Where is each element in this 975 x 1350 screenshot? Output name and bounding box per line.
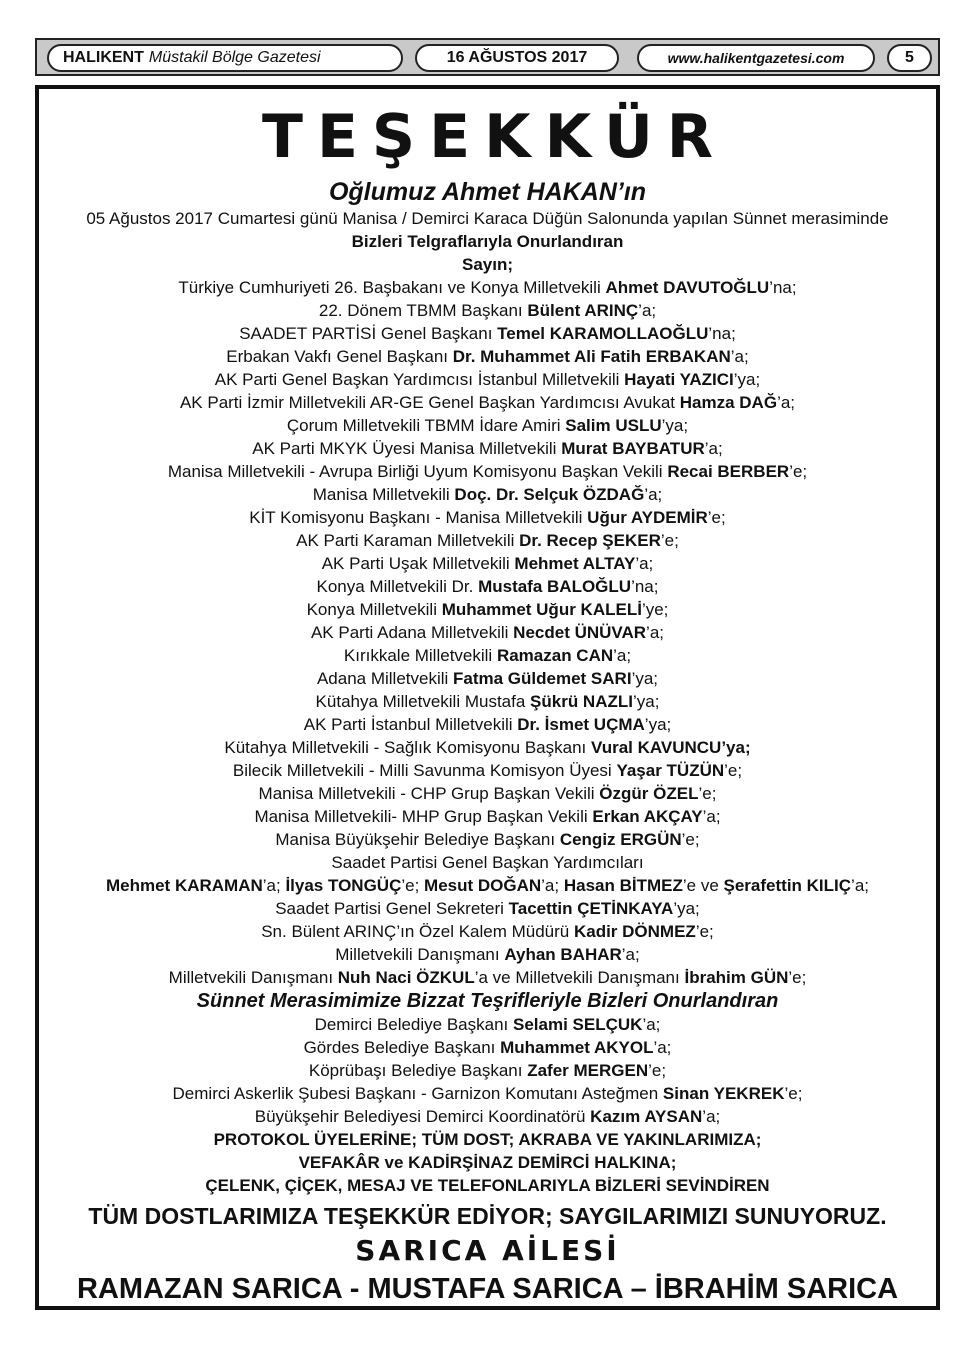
line-text: Bilecik Milletvekili - Milli Savunma Komisyon Üyesi — [232, 761, 617, 780]
line-text: ’a; — [646, 623, 665, 642]
telegram-sender-line — [39, 506, 936, 529]
line-text: Saadet Partisi Genel Başkan Yardımcıları — [331, 853, 644, 872]
line-text: AK Parti Karaman Milletvekili — [296, 531, 520, 550]
line-text: Kırıkkale Milletvekili — [343, 646, 497, 665]
line-text: Milletvekili Danışmanı — [335, 945, 505, 964]
line-text: Manisa Milletvekili — [312, 485, 455, 504]
telegram-sender-line — [39, 460, 936, 483]
telegram-sender-line — [39, 414, 936, 437]
telegram-sender-line — [39, 828, 936, 851]
line-text: ’e; — [784, 1084, 803, 1103]
line-text: ’e; — [695, 922, 714, 941]
intro-line: Sayın; — [461, 255, 514, 274]
line-text: ’a; — [730, 347, 749, 366]
line-text: ’na; — [708, 324, 736, 343]
page-number: 5 — [887, 44, 932, 72]
telegram-sender-line — [39, 736, 936, 759]
line-text: ’a; — [653, 1038, 672, 1057]
person-name: Fatma Güldemet SARI — [453, 669, 632, 688]
line-text: ’a; — [851, 876, 870, 895]
line-text: Manisa Milletvekili - CHP Grup Başkan Vekili — [258, 784, 600, 803]
person-name: Ramazan CAN — [496, 646, 614, 665]
line-text: ’ya; — [631, 669, 659, 688]
telegram-sender-line — [39, 368, 936, 391]
person-name: Muhammet AKYOL — [500, 1038, 654, 1057]
line-text: ’a; — [541, 876, 564, 895]
person-name: Vural KAVUNCU’ya; — [590, 738, 751, 757]
telegram-sender-line — [39, 943, 936, 966]
line-text: Çorum Milletvekili TBMM İdare Amiri — [286, 416, 566, 435]
line-text: SAADET PARTİSİ Genel Başkanı — [239, 324, 498, 343]
telegram-sender-line — [39, 552, 936, 575]
person-name: Şükrü NAZLI — [530, 692, 633, 711]
line-text: ’e; — [401, 876, 425, 895]
family-name: SARICA AİLESİ — [355, 1234, 620, 1267]
line-text: ’e; — [788, 968, 807, 987]
person-name: Dr. Recep ŞEKER — [519, 531, 661, 550]
line-text: ’e; — [660, 531, 679, 550]
attendee-line — [39, 1105, 936, 1128]
telegram-sender-line — [39, 391, 936, 414]
newspaper-header — [35, 38, 940, 76]
person-name: Özgür ÖZEL — [599, 784, 699, 803]
telegram-sender-line — [39, 759, 936, 782]
line-text: ’a; — [635, 554, 654, 573]
line-text: ’ya; — [661, 416, 689, 435]
telegram-sender-line — [39, 805, 936, 828]
person-name: Hamza DAĞ — [679, 393, 778, 412]
telegram-sender-line — [39, 782, 936, 805]
person-name: Kazım AYSAN — [590, 1107, 703, 1126]
line-text: ’e; — [789, 462, 808, 481]
line-text: ’ya; — [733, 370, 761, 389]
person-name: Recai BERBER — [667, 462, 790, 481]
attendee-line — [39, 1082, 936, 1105]
telegram-sender-line — [39, 690, 936, 713]
attendees-list — [39, 1013, 936, 1128]
telegram-sender-line — [39, 874, 936, 897]
newspaper-name-pill — [47, 44, 403, 72]
line-text: Adana Milletvekili — [316, 669, 454, 688]
line-text: Sn. Bülent ARINÇ’ın Özel Kalem Müdürü — [261, 922, 574, 941]
line-text: ’e; — [698, 784, 717, 803]
signatories: RAMAZAN SARICA - MUSTAFA SARICA – İBRAHİM SARICA — [76, 1273, 899, 1305]
line-text: Konya Milletvekili Dr. — [316, 577, 479, 596]
line-text: AK Parti Genel Başkan Yardımcısı İstanbul Milletvekili — [214, 370, 625, 389]
line-text: KİT Komisyonu Başkanı - Manisa Milletvekili — [249, 508, 588, 527]
line-text: Kütahya Milletvekili Mustafa — [315, 692, 531, 711]
intro-block — [39, 207, 936, 276]
intro-line: 05 Ağustos 2017 Cumartesi günü Manisa / Demirci Karaca Düğün Salonunda yapılan Sünnet merasiminde — [86, 209, 889, 228]
person-name: Sinan YEKREK — [662, 1084, 785, 1103]
line-text: ’ya; — [632, 692, 660, 711]
person-name: Muhammet Uğur KALELİ — [441, 600, 642, 619]
person-name: Hayati YAZICI — [624, 370, 734, 389]
telegram-sender-line — [39, 276, 936, 299]
closing-line: VEFAKÂR ve KADİRŞİNAZ DEMİRCİ HALKINA; — [298, 1153, 677, 1172]
person-name: Necdet ÜNÜVAR — [513, 623, 647, 642]
website-link[interactable]: www.halikentgazetesi.com — [637, 44, 875, 72]
person-name: Zafer MERGEN — [527, 1061, 649, 1080]
newspaper-name: HALIKENT — [63, 49, 144, 66]
line-text: Saadet Partisi Genel Sekreteri — [275, 899, 509, 918]
line-text: ’e ve — [682, 876, 724, 895]
line-text: ’a ve Milletvekili Danışmanı — [474, 968, 685, 987]
person-name: Mehmet KARAMAN — [105, 876, 263, 895]
telegram-sender-line — [39, 575, 936, 598]
telegram-sender-line — [39, 966, 936, 989]
person-name: Temel KARAMOLLAOĞLU — [497, 324, 709, 343]
line-text: Demirci Askerlik Şubesi Başkanı - Garnizon Komutanı Asteğmen — [172, 1084, 663, 1103]
line-text: ’a; — [642, 1015, 661, 1034]
telegram-sender-line — [39, 483, 936, 506]
person-name: Cengiz ERGÜN — [559, 830, 682, 849]
line-text: ’a; — [613, 646, 632, 665]
telegram-sender-line — [39, 598, 936, 621]
person-name: Ahmet DAVUTOĞLU — [605, 278, 770, 297]
line-text: Manisa Milletvekili - Avrupa Birliği Uyum Komisyonu Başkan Vekili — [167, 462, 668, 481]
person-name: Mehmet ALTAY — [514, 554, 636, 573]
line-text: ’a; — [702, 807, 721, 826]
line-text: Kütahya Milletvekili - Sağlık Komisyonu Başkanı — [224, 738, 591, 757]
telegram-sender-line — [39, 920, 936, 943]
person-name: İlyas TONGÜÇ — [285, 876, 402, 895]
person-name: Yaşar TÜZÜN — [616, 761, 725, 780]
line-text: Köprübaşı Belediye Başkanı — [308, 1061, 528, 1080]
line-text: Erbakan Vakfı Genel Başkanı — [226, 347, 453, 366]
line-text: Milletvekili Danışmanı — [168, 968, 338, 987]
line-text: ’na; — [769, 278, 797, 297]
person-name: Tacettin ÇETİNKAYA — [508, 899, 674, 918]
line-text: ’na; — [631, 577, 659, 596]
telegram-sender-line — [39, 345, 936, 368]
attendance-heading: Sünnet Merasimimize Bizzat Teşrifleriyle Bizleri Onurlandıran — [196, 990, 779, 1012]
person-name: Ayhan BAHAR — [504, 945, 622, 964]
person-name: Salim USLU — [565, 416, 662, 435]
advertisement-frame — [35, 85, 940, 1310]
closing-block — [39, 1128, 936, 1197]
closing-line: PROTOKOL ÜYELERİNE; TÜM DOST; AKRABA VE YAKINLARIMIZA; — [213, 1130, 762, 1149]
line-text: ’a; — [644, 485, 663, 504]
person-name: Doç. Dr. Selçuk ÖZDAĞ — [454, 485, 645, 504]
intro-line: Bizleri Telgraflarıyla Onurlandıran — [351, 232, 624, 251]
line-text: 22. Dönem TBMM Başkanı — [318, 301, 528, 320]
telegram-sender-line — [39, 713, 936, 736]
line-text: AK Parti İzmir Milletvekili AR-GE Genel Başkan Yardımcısı Avukat — [179, 393, 680, 412]
line-text: ’a; — [702, 1107, 721, 1126]
thanks-line: TÜM DOSTLARIMIZA TEŞEKKÜR EDİYOR; SAYGILARIMIZI SUNUYORUZ. — [88, 1203, 887, 1229]
telegram-sender-line — [39, 851, 936, 874]
person-name: Şerafettin KILIÇ — [723, 876, 852, 895]
telegram-sender-line — [39, 644, 936, 667]
line-text: ’e; — [724, 761, 743, 780]
person-name: İbrahim GÜN — [684, 968, 789, 987]
attendee-line — [39, 1013, 936, 1036]
line-text: Demirci Belediye Başkanı — [314, 1015, 513, 1034]
line-text: Büyükşehir Belediyesi Demirci Koordinatörü — [254, 1107, 591, 1126]
ad-subtitle: Oğlumuz Ahmet HAKAN’ın — [328, 178, 647, 206]
telegram-sender-line — [39, 437, 936, 460]
line-text: ’a; — [777, 393, 796, 412]
person-name: Dr. İsmet UÇMA — [517, 715, 645, 734]
line-text: ’e; — [707, 508, 726, 527]
line-text: ’e; — [681, 830, 700, 849]
person-name: Dr. Muhammet Ali Fatih ERBAKAN — [452, 347, 731, 366]
person-name: Murat BAYBATUR — [561, 439, 705, 458]
telegram-sender-line — [39, 897, 936, 920]
advertisement-content — [39, 89, 936, 1307]
telegram-sender-line — [39, 529, 936, 552]
person-name: Hasan BİTMEZ — [563, 876, 683, 895]
person-name: Kadir DÖNMEZ — [573, 922, 696, 941]
line-text: ’ye; — [641, 600, 669, 619]
telegram-sender-line — [39, 299, 936, 322]
attendee-line — [39, 1036, 936, 1059]
line-text: AK Parti MKYK Üyesi Manisa Milletvekili — [252, 439, 562, 458]
issue-date: 16 AĞUSTOS 2017 — [415, 44, 619, 72]
line-text: Türkiye Cumhuriyeti 26. Başbakanı ve Konya Milletvekili — [178, 278, 606, 297]
telegram-sender-line — [39, 621, 936, 644]
closing-line: ÇELENK, ÇİÇEK, MESAJ VE TELEFONLARIYLA BİZLERİ SEVİNDİREN — [205, 1176, 770, 1195]
line-text: AK Parti Uşak Milletvekili — [321, 554, 515, 573]
person-name: Uğur AYDEMİR — [587, 508, 708, 527]
telegram-sender-line — [39, 667, 936, 690]
line-text: ’a; — [262, 876, 286, 895]
person-name: Mesut DOĞAN — [424, 876, 542, 895]
telegram-sender-line — [39, 322, 936, 345]
line-text: AK Parti Adana Milletvekili — [310, 623, 514, 642]
line-text: ’ya; — [673, 899, 700, 918]
person-name: Nuh Naci ÖZKUL — [337, 968, 475, 987]
ad-title: TEŞEKKÜR — [262, 102, 727, 172]
line-text: Gördes Belediye Başkanı — [303, 1038, 501, 1057]
person-name: Bülent ARINÇ — [527, 301, 639, 320]
newspaper-tagline: Müstakil Bölge Gazetesi — [148, 49, 321, 66]
line-text: ’ya; — [644, 715, 672, 734]
line-text: ’a; — [704, 439, 723, 458]
person-name: Erkan AKÇAY — [592, 807, 703, 826]
line-text: AK Parti İstanbul Milletvekili — [303, 715, 518, 734]
line-text: Manisa Milletvekili- MHP Grup Başkan Vekili — [254, 807, 593, 826]
line-text: Konya Milletvekili — [306, 600, 442, 619]
person-name: Selami SELÇUK — [513, 1015, 643, 1034]
person-name: Mustafa BALOĞLU — [478, 577, 632, 596]
line-text: ’e; — [648, 1061, 667, 1080]
line-text: Manisa Büyükşehir Belediye Başkanı — [275, 830, 560, 849]
telegram-senders-list — [39, 276, 936, 989]
attendee-line — [39, 1059, 936, 1082]
line-text: ’a; — [621, 945, 640, 964]
line-text: ’a; — [638, 301, 657, 320]
